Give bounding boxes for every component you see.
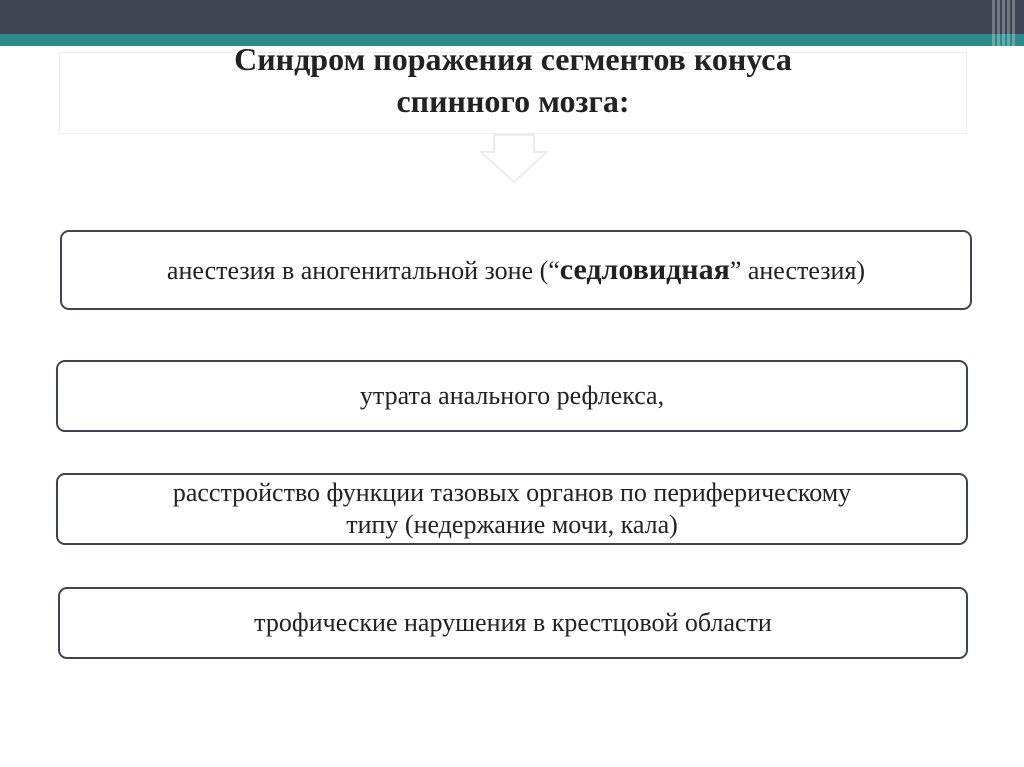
header-stripes — [990, 0, 1024, 46]
down-arrow-icon — [480, 134, 548, 184]
symptom-text — [167, 254, 865, 287]
symptom-emphasis: седловидная — [559, 252, 730, 286]
header-bar — [0, 0, 1024, 34]
symptom-text-before: анестезия в аногенитальной зоне (“ — [166, 255, 560, 285]
symptom-box-anal-reflex — [56, 360, 968, 432]
symptom-text: трофические нарушения в крестцовой области — [254, 608, 772, 637]
symptom-text-line-2: типу (недержание мочи, кала) — [346, 510, 678, 539]
slide-title-line-1: Синдром поражения сегментов конуса — [234, 41, 792, 77]
symptom-box-saddle-anesthesia — [60, 230, 972, 310]
symptom-box-pelvic-organs — [56, 473, 968, 545]
slide-title — [59, 38, 967, 122]
symptom-text — [173, 477, 851, 541]
symptom-text: утрата анального рефлекса, — [359, 381, 665, 410]
slide-title-line-2: спинного мозга: — [396, 83, 630, 119]
symptom-box-trophic — [58, 587, 968, 659]
symptom-text-after: ” анестезия) — [729, 255, 866, 285]
symptom-text-line-1: расстройство функции тазовых органов по периферическому — [172, 478, 852, 507]
